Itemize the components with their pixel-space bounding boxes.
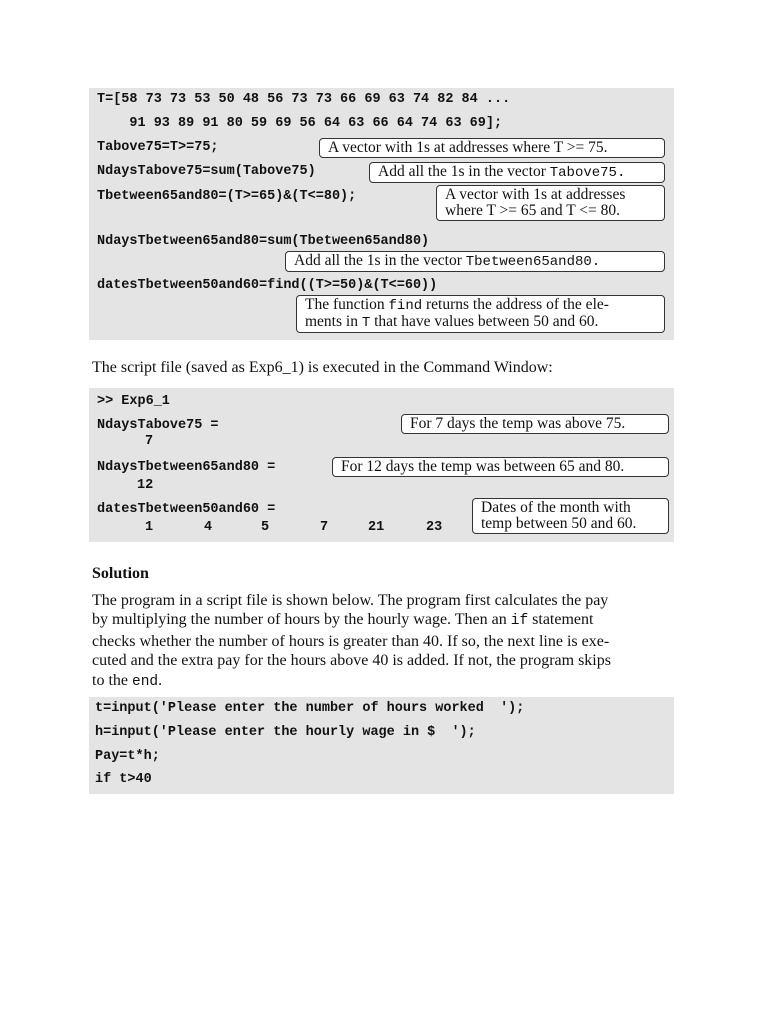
- code-line: Tbetween65and80=(T>=65)&(T<=80);: [97, 189, 357, 204]
- code-block-pay-script: [89, 697, 674, 794]
- callout-find: The function find returns the address of the ele- ments in T that have values between 50 and 60.: [296, 295, 665, 333]
- solution-heading: Solution: [92, 565, 149, 582]
- output-label: NdaysTabove75 =: [97, 418, 219, 433]
- callout-sum-tbetween: Add all the 1s in the vector Tbetween65and80.: [285, 251, 665, 272]
- code-line: T=[58 73 73 53 50 48 56 73 73 66 69 63 74 82 84 ...: [97, 92, 511, 107]
- code-line: NdaysTabove75=sum(Tabove75): [97, 164, 316, 179]
- code-line: if t>40: [95, 772, 152, 787]
- date-value: 5: [261, 520, 270, 535]
- callout-dates: Dates of the month with temp between 50 and 60.: [472, 498, 669, 534]
- command-prompt: >> Exp6_1: [97, 394, 170, 409]
- callout-tabove75: A vector with 1s at addresses where T >= 75.: [319, 138, 665, 158]
- callout-tbetween65and80: A vector with 1s at addresses where T >= 65 and T <= 80.: [436, 185, 665, 221]
- date-value: 23: [426, 520, 443, 535]
- code-block-command-window: [89, 388, 674, 542]
- date-value: 1: [145, 520, 154, 535]
- output-value: 7: [145, 434, 154, 449]
- output-label: datesTbetween50and60 =: [97, 502, 276, 517]
- code-line: Pay=t*h;: [95, 749, 160, 764]
- code-line: NdaysTbetween65and80=sum(Tbetween65and80): [97, 234, 430, 249]
- date-value: 7: [320, 520, 329, 535]
- date-value: 4: [204, 520, 213, 535]
- code-line: Tabove75=T>=75;: [97, 140, 219, 155]
- callout-result-7-days: For 7 days the temp was above 75.: [401, 414, 669, 434]
- code-block-script: [89, 88, 674, 340]
- code-line: t=input('Please enter the number of hours worked ');: [95, 701, 525, 716]
- output-label: NdaysTbetween65and80 =: [97, 460, 276, 475]
- intro-text: The script file (saved as Exp6_1) is executed in the Command Window:: [92, 359, 553, 376]
- callout-result-12-days: For 12 days the temp was between 65 and 80.: [332, 457, 669, 477]
- code-line: datesTbetween50and60=find((T>=50)&(T<=60)): [97, 278, 438, 293]
- code-line: 91 93 89 91 80 59 69 56 64 63 66 64 74 63 69];: [97, 116, 503, 131]
- output-value: 12: [137, 478, 154, 493]
- solution-paragraph: The program in a script file is shown below. The program first calculates the pay by multiplying the number of hours by the hourly wage. Then an if statement checks whether the number of hours is greater than 40. If so, the next line is exe- cuted and the extra pay for the hours above 40 is added. If not, the program skips to the end.: [92, 592, 611, 690]
- callout-sum-tabove75: Add all the 1s in the vector Tabove75.: [369, 162, 665, 183]
- code-line: h=input('Please enter the hourly wage in $ ');: [95, 725, 476, 740]
- date-value: 21: [368, 520, 385, 535]
